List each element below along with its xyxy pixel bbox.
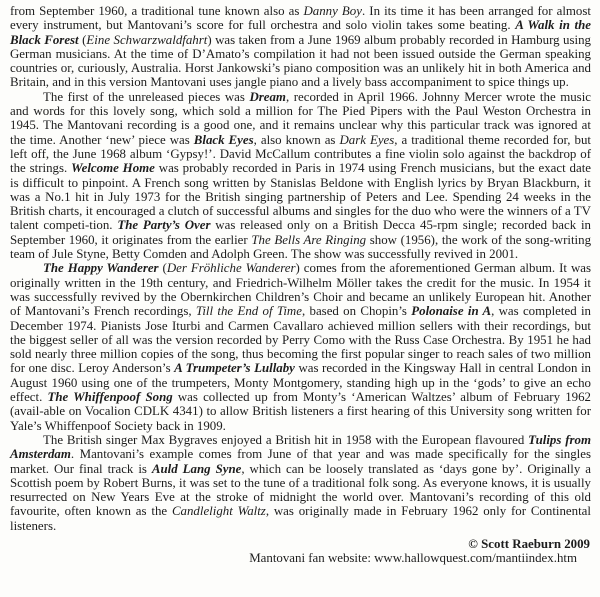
text-run: The first of the unreleased pieces was (43, 89, 250, 104)
italic-title: The Bells Are Ringing (251, 232, 367, 247)
paragraph (10, 90, 591, 262)
text-run: . Mantovani’s example comes from June of that year and was made specifically for the singles market. Our final track is (10, 447, 591, 476)
text-run: ) was taken from a June 1969 album probably recorded in Hamburg using German musicians. At the time of D’Amato’s compilation it had not been issued outside the German speaking countries or, curiously, Australia. Horst Jankowski’s piano composition was an unlikely hit in both America and Britain, and in this version Mantovani uses jangle piano and a lively bass accompaniment to spice things up. (10, 32, 591, 90)
italic-title: Danny Boy (303, 4, 362, 18)
liner-notes-document (10, 4, 591, 566)
copyright-credit: © Scott Raeburn 2009 (468, 536, 590, 551)
text-run: . In its time it has been arranged for almost every instrument, but Mantovani’s score for full orchestra and solo violin takes some beating. (10, 4, 591, 33)
article-body (10, 4, 591, 533)
text-run: ( (78, 32, 87, 47)
text-run: The British singer Max Bygraves enjoyed a British hit in 1958 with the European flavoured (43, 432, 529, 447)
italic-title: Till the End of Time (195, 304, 302, 319)
italic-title: Candlelight Waltz (171, 504, 266, 519)
text-run: , was completed in December 1974. Pianists Jose Iturbi and Carmen Cavallaro achieved million sellers with their recordings, but the biggest seller of all was the version recorded by Perry Como with the Russ Case Orchestra. By 1951 he had sold nearly three million copies of the song, thus becoming the first popular singer to reach sales of two million for one disc. Leroy Anderson’s (10, 304, 591, 376)
text-run: show (1956), the work of the song-writing team of Jule Styne, Betty Comden and Adolph Green. The show was successfully revived in 2001. (10, 232, 592, 262)
text-run: was released only on a British Decca 45-rpm single; recorded back in September 1960, it originates from the earlier (10, 218, 591, 247)
track-title: Tulips from Amsterdam (10, 432, 591, 462)
track-title: Black Eyes (193, 132, 254, 147)
track-title: The Happy Wanderer (43, 261, 159, 276)
text-run: was collected up from Monty’s ‘American Waltzes’ album of February 1962 (avail-able on Vocalion CDLK 4341) to allow British listeners a first hearing of this University song written for Yale’s Whiffenpoof Society back in 1909. (10, 390, 591, 433)
track-title: Polonaise in A (411, 304, 492, 319)
text-run: , a traditional theme recorded for, but left off, the June 1968 album ‘Gypsy!’. David McCallum contributes a fine violin solo against the backdrop of the strings. (10, 132, 591, 176)
text-run: , recorded in April 1966. Johnny Mercer wrote the music and words for this lovely song, which sold a million for The Pied Pipers with the Paul Weston Orchestra in 1945. The Mantovani recording is a good one, and it remains unclear why this particular track was ignored at the time. Another ‘new’ piece was (10, 89, 592, 147)
paragraph (10, 4, 591, 90)
text-run: from September 1960, a traditional tune known also as (10, 4, 304, 18)
italic-title: Der Fröhliche Wanderer (166, 261, 296, 276)
fan-website-line: Mantovani fan website: www.hallowquest.com/mantiindex.htm (249, 551, 577, 566)
text-run: , which can be loosely translated as ‘days gone by’. Originally a Scottish poem by Robert Burns, it was set to the tune of a traditional folk song. As everyone knows, it is usually resurrected on New Years Eve at the stroke of midnight the world over. Mantovani’s recording of this old favourite, often known as the (10, 461, 591, 519)
track-title: A Walk in the Black Forest (10, 18, 591, 47)
paragraph (10, 433, 591, 533)
text-run: , based on Chopin’s (301, 304, 412, 319)
text-run: was probably recorded in Paris in 1974 using French musicians, but the exact date is difficult to pinpoint. A French song written by Stanislas Beldone with English lyrics by Bryan Blackburn, it was a No.1 hit in July 1973 for the British singing partnership of Peters and Lee. Spending 24 weeks in the British charts, it encouraged a clutch of successful albums and singles for the duo who were the winners of a TV talent competi-tion. (10, 161, 592, 233)
track-title: Dream (249, 89, 286, 104)
text-run: ( (158, 261, 167, 276)
track-title: Auld Lang Syne (151, 461, 242, 476)
text-run: was recorded in the Kingsway Hall in central London in August 1960 using one of the trumpeters, Monty Montgomery, standing high up in the ‘gods’ to give an echo effect. (10, 361, 591, 405)
text-run: ) comes from the aforementioned German album. It was originally written in the 19th century, and Friedrich-Wilhelm Möller takes the credit for the music. In 1954 it was successfully revived by the Obernkirchen Children’s Choir and became an unlikely European hit. Another of Mantovani’s French recordings, (10, 261, 591, 319)
track-title: The Whiffenpoof Song (47, 390, 173, 405)
track-title: A Trumpeter’s Lullaby (174, 361, 295, 376)
italic-title: Dark Eyes (339, 132, 395, 147)
text-run: , was originally made in February 1962 only for Continental listeners. (10, 504, 591, 533)
track-title: The Party’s Over (117, 218, 211, 233)
text-run: , also known as (253, 132, 340, 147)
paragraph (10, 261, 591, 433)
track-title: Welcome Home (71, 161, 155, 176)
italic-title: Eine Schwarzwaldfahrt (86, 32, 208, 47)
